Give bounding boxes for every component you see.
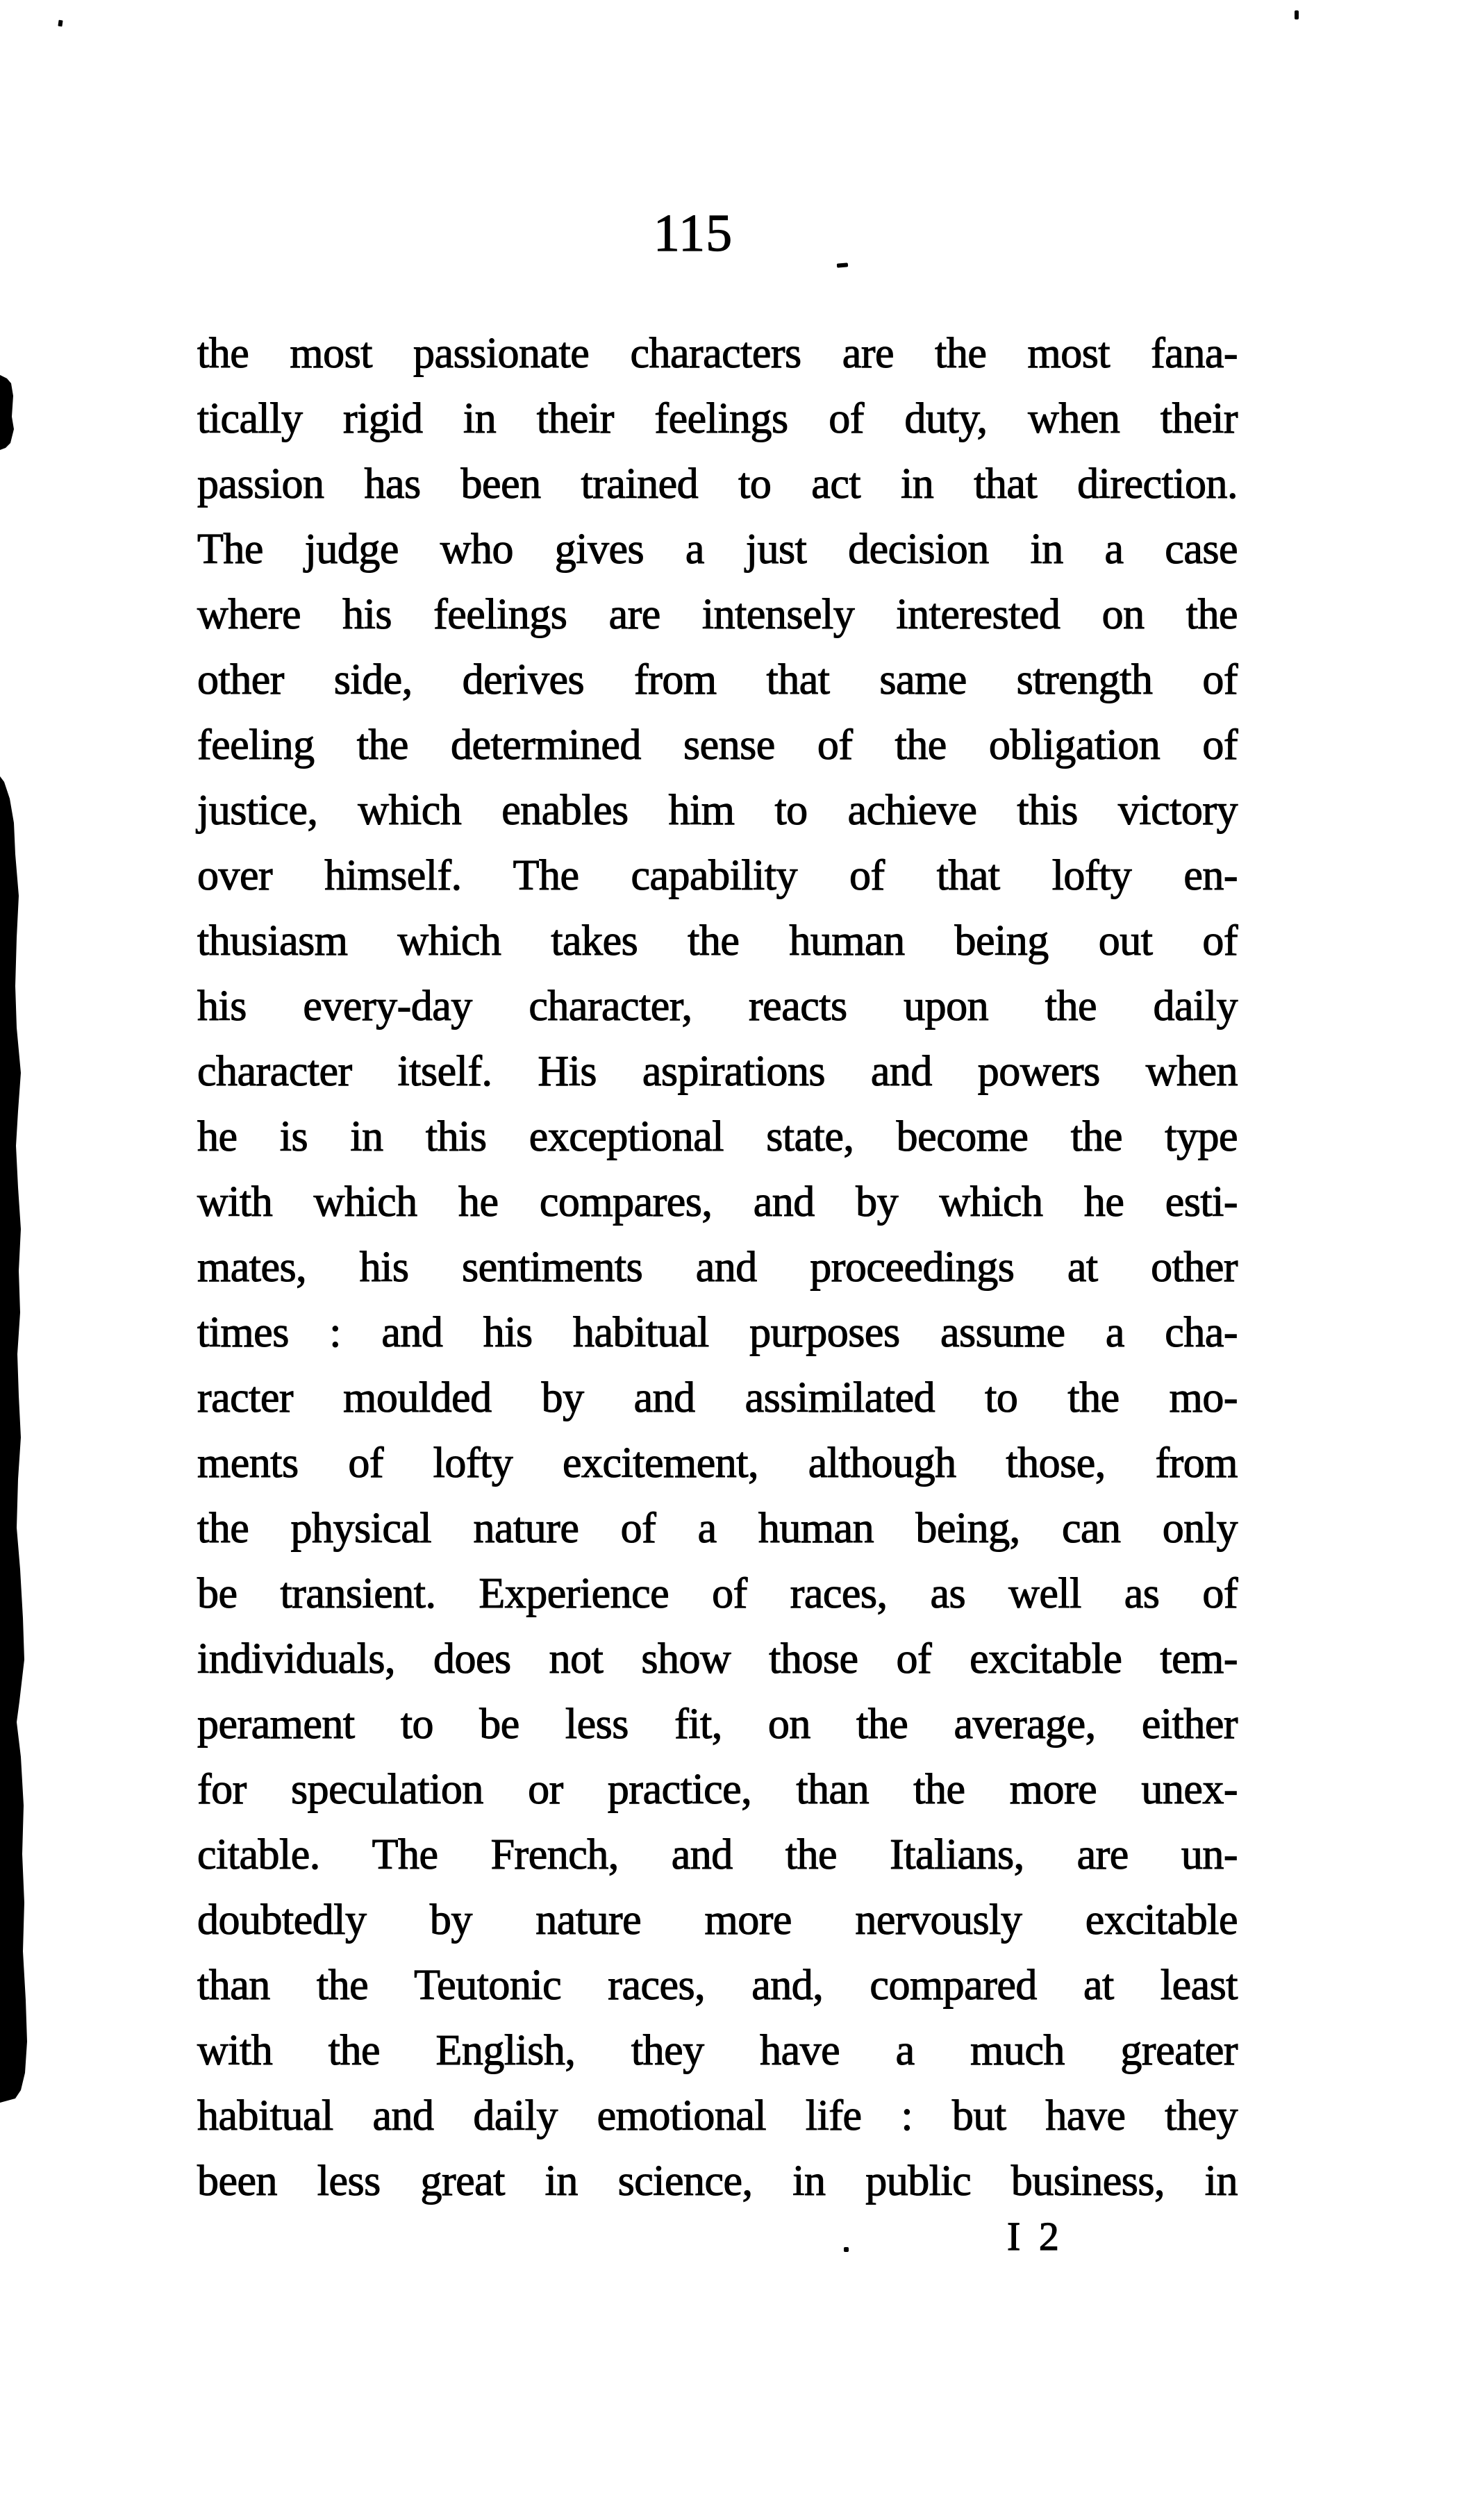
text-line: the physical nature of a human being, can only <box>197 1505 1238 1552</box>
text-line: perament to be less fit, on the average, either <box>197 1701 1238 1748</box>
scan-dot-near-signature <box>844 2247 849 2252</box>
text-line: The judge who gives a just decision in a case <box>197 526 1238 573</box>
text-line: doubtedly by nature more nervously excitable <box>197 1896 1238 1944</box>
text-line: where his feelings are intensely interested on the <box>197 591 1238 638</box>
text-line: for speculation or practice, than the more unex- <box>197 1766 1238 1813</box>
text-line: the most passionate characters are the most fana- <box>197 330 1238 377</box>
text-line: with which he compares, and by which he esti- <box>197 1178 1238 1226</box>
scan-speck-top-left <box>58 20 63 27</box>
scan-dash-near-page-number <box>837 262 848 267</box>
text-line: other side, derives from that same strength of <box>197 656 1238 703</box>
scan-artifact-band-lower <box>0 776 27 2103</box>
text-line: thusiasm which takes the human being out of <box>197 917 1238 965</box>
page-body <box>197 321 1238 2214</box>
text-line: mates, his sentiments and proceedings at other <box>197 1244 1238 1291</box>
text-line: character itself. His aspirations and powers when <box>197 1048 1238 1095</box>
page-number: 115 <box>653 204 733 262</box>
scan-speck-top-right <box>1295 10 1299 19</box>
scan-artifact-left-edge <box>0 0 42 2520</box>
text-line: his every-day character, reacts upon the daily <box>197 983 1238 1030</box>
scan-artifact-blob-upper <box>0 375 14 450</box>
text-line: be transient. Experience of races, as well as of <box>197 1570 1238 1617</box>
text-line: racter moulded by and assimilated to the mo- <box>197 1374 1238 1421</box>
text-line: feeling the determined sense of the obligation of <box>197 721 1238 769</box>
text-line: citable. The French, and the Italians, are un- <box>197 1831 1238 1878</box>
text-line: been less great in science, in public business, in <box>197 2158 1238 2205</box>
text-line: individuals, does not show those of excitable tem- <box>197 1635 1238 1683</box>
text-line: habitual and daily emotional life : but have they <box>197 2092 1238 2139</box>
text-line: he is in this exceptional state, become the type <box>197 1113 1238 1160</box>
text-line: over himself. The capability of that lofty en- <box>197 852 1238 899</box>
text-line: passion has been trained to act in that direction. <box>197 460 1238 508</box>
signature-mark: I 2 <box>1007 2214 1059 2259</box>
text-line: ments of lofty excitement, although those, from <box>197 1440 1238 1487</box>
text-line: tically rigid in their feelings of duty, when their <box>197 395 1238 442</box>
text-line: justice, which enables him to achieve this victory <box>197 787 1238 834</box>
text-line: than the Teutonic races, and, compared at least <box>197 1962 1238 2009</box>
text-line: with the English, they have a much greater <box>197 2027 1238 2074</box>
text-line: times : and his habitual purposes assume a cha- <box>197 1309 1238 1356</box>
